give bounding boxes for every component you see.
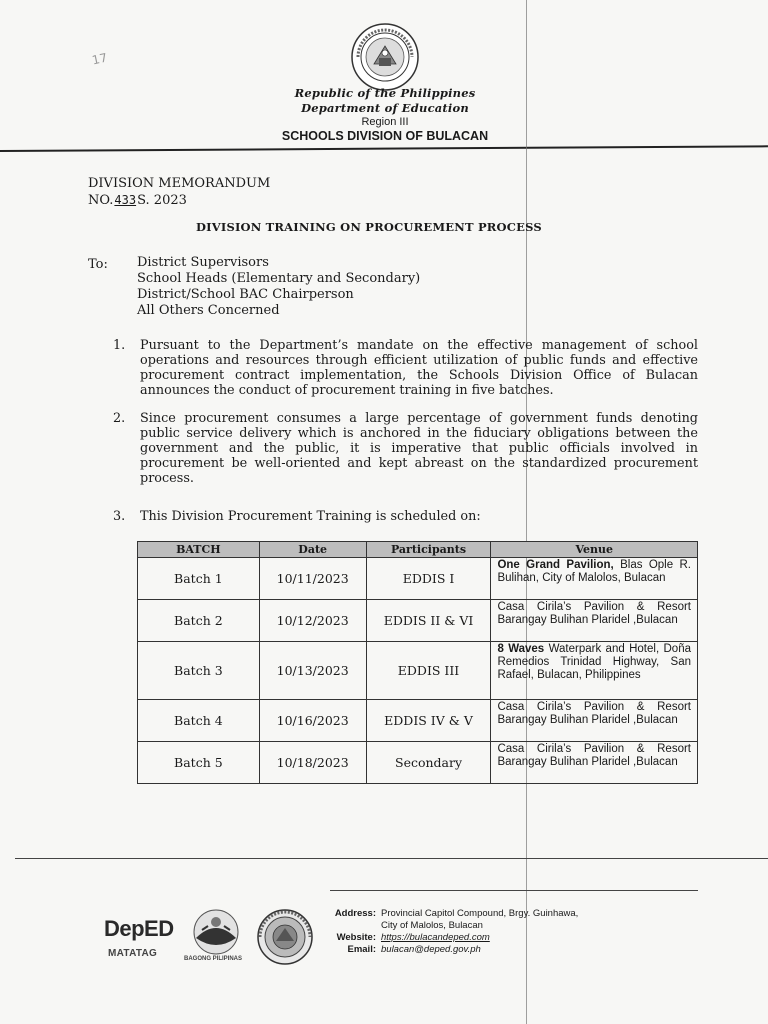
website-label: Website: <box>336 932 376 943</box>
paragraph-text: This Division Procurement Training is scheduled on: <box>140 509 481 524</box>
table-row <box>138 742 698 784</box>
website-link[interactable]: https://bulacandeped.com <box>381 932 490 943</box>
header-participants: Participants <box>366 542 491 558</box>
venue-cell <box>491 558 698 600</box>
recipient-item: District Supervisors <box>137 255 269 270</box>
table-header-row <box>138 542 698 558</box>
address-divider <box>330 890 698 891</box>
venue-cell <box>491 600 698 642</box>
schedule-table <box>137 541 698 784</box>
header-republic: Republic of the Philippines <box>294 86 476 100</box>
venue-address: Casa Cirila’s Pavilion & Resort Barangay Bulihan Plaridel ,Bulacan <box>497 601 691 626</box>
recipient-item: All Others Concerned <box>137 303 280 318</box>
deped-seal-icon <box>350 22 420 92</box>
venue-address: Casa Cirila’s Pavilion & Resort Barangay Bulihan Plaridel ,Bulacan <box>497 701 691 726</box>
bagong-pilipinas-label: BAGONG PILIPINAS <box>184 956 243 962</box>
table-row <box>138 558 698 600</box>
participants-cell: EDDIS II & VI <box>366 600 491 642</box>
paragraph-text: Pursuant to the Department’s mandate on the effective management of school operations and resources through efficient utilization of public funds and effective procurement contract implementation, the Schools Division Office of Bulacan announces the conduct of procurement training in five batches. <box>140 338 698 398</box>
batch-cell: Batch 2 <box>138 600 260 642</box>
recipient-list <box>137 255 420 319</box>
address-spacer <box>330 920 381 932</box>
venue-cell <box>491 642 698 700</box>
bagong-pilipinas-icon <box>186 908 246 956</box>
header-divider <box>0 145 768 152</box>
paragraph-3 <box>113 509 698 524</box>
recipient-item: School Heads (Elementary and Secondary) <box>137 271 421 286</box>
sdo-bulacan-seal-icon <box>256 908 314 966</box>
header-batch: BATCH <box>138 542 260 558</box>
paragraph-number: 1. <box>113 338 126 353</box>
deped-matatag-logo <box>104 910 174 972</box>
recipient-item: District/School BAC Chairperson <box>137 287 354 302</box>
date-cell: 10/11/2023 <box>259 558 366 600</box>
scan-mark: 17 <box>90 50 109 68</box>
participants-cell: EDDIS IV & V <box>366 700 491 742</box>
header-date: Date <box>259 542 366 558</box>
venue-cell <box>491 742 698 784</box>
table-row <box>138 700 698 742</box>
paragraph-number: 3. <box>113 509 126 524</box>
venue-address: Blas Ople R. Bulihan, City of Malolos, Bulacan <box>497 559 692 584</box>
memo-heading <box>88 176 270 209</box>
memo-number: 433 <box>114 193 137 207</box>
batch-cell: Batch 3 <box>138 642 260 700</box>
address-row <box>330 908 578 920</box>
paragraph-2 <box>113 411 698 486</box>
address-line-1: Provincial Capitol Compound, Brgy. Guinhawa, <box>381 908 579 919</box>
deped-wordmark: DepED <box>104 916 174 941</box>
memo-title: DIVISION TRAINING ON PROCUREMENT PROCESS <box>196 220 542 234</box>
paragraph-text: Since procurement consumes a large percentage of government funds denoting public service delivery which is anchored in the fiduciary obligations between the government and the public, it is imperative that public officials involved in procurement be well-oriented and kept abreast on the standardized procurement process. <box>140 411 698 486</box>
batch-cell: Batch 4 <box>138 700 260 742</box>
venue-name: One Grand Pavilion, <box>497 559 614 571</box>
address-label: Address: <box>334 908 376 919</box>
memo-no-prefix: NO. <box>88 193 114 208</box>
footer-divider <box>15 858 768 859</box>
paragraph-1 <box>113 338 698 398</box>
memo-label: DIVISION MEMORANDUM <box>88 176 271 191</box>
footer-contact <box>330 908 578 956</box>
header-venue: Venue <box>491 542 698 558</box>
header-region: Region III <box>361 116 409 128</box>
header-division: SCHOOLS DIVISION OF BULACAN <box>281 129 489 143</box>
date-cell: 10/13/2023 <box>259 642 366 700</box>
venue-cell <box>491 700 698 742</box>
to-label: To: <box>88 257 108 272</box>
memo-number-line <box>88 192 270 209</box>
bagong-pilipinas-logo <box>186 908 246 970</box>
matatag-wordmark: MATATAG <box>108 948 158 959</box>
batch-cell: Batch 5 <box>138 742 260 784</box>
table-row <box>138 642 698 700</box>
participants-cell: EDDIS III <box>366 642 491 700</box>
table-row <box>138 600 698 642</box>
venue-address: Casa Cirila’s Pavilion & Resort Barangay Bulihan Plaridel ,Bulacan <box>497 743 691 768</box>
date-cell: 10/18/2023 <box>259 742 366 784</box>
participants-cell: EDDIS I <box>366 558 491 600</box>
email-row <box>330 944 578 956</box>
address-row-2 <box>330 920 578 932</box>
paragraph-number: 2. <box>113 411 126 426</box>
header-department: Department of Education <box>301 101 469 115</box>
date-cell: 10/12/2023 <box>259 600 366 642</box>
memo-series: S. 2023 <box>137 193 187 208</box>
website-row <box>330 932 578 944</box>
participants-cell: Secondary <box>366 742 491 784</box>
email-link[interactable]: bulacan@deped.gov.ph <box>381 944 481 955</box>
batch-cell: Batch 1 <box>138 558 260 600</box>
email-label: Email: <box>347 944 376 955</box>
venue-name: 8 Waves <box>497 643 545 655</box>
date-cell: 10/16/2023 <box>259 700 366 742</box>
address-line-2: City of Malolos, Bulacan <box>381 920 483 931</box>
venue-address: Waterpark and Hotel, Doña Remedios Trinidad Highway, San Rafael, Bulacan, Philippines <box>497 643 691 681</box>
